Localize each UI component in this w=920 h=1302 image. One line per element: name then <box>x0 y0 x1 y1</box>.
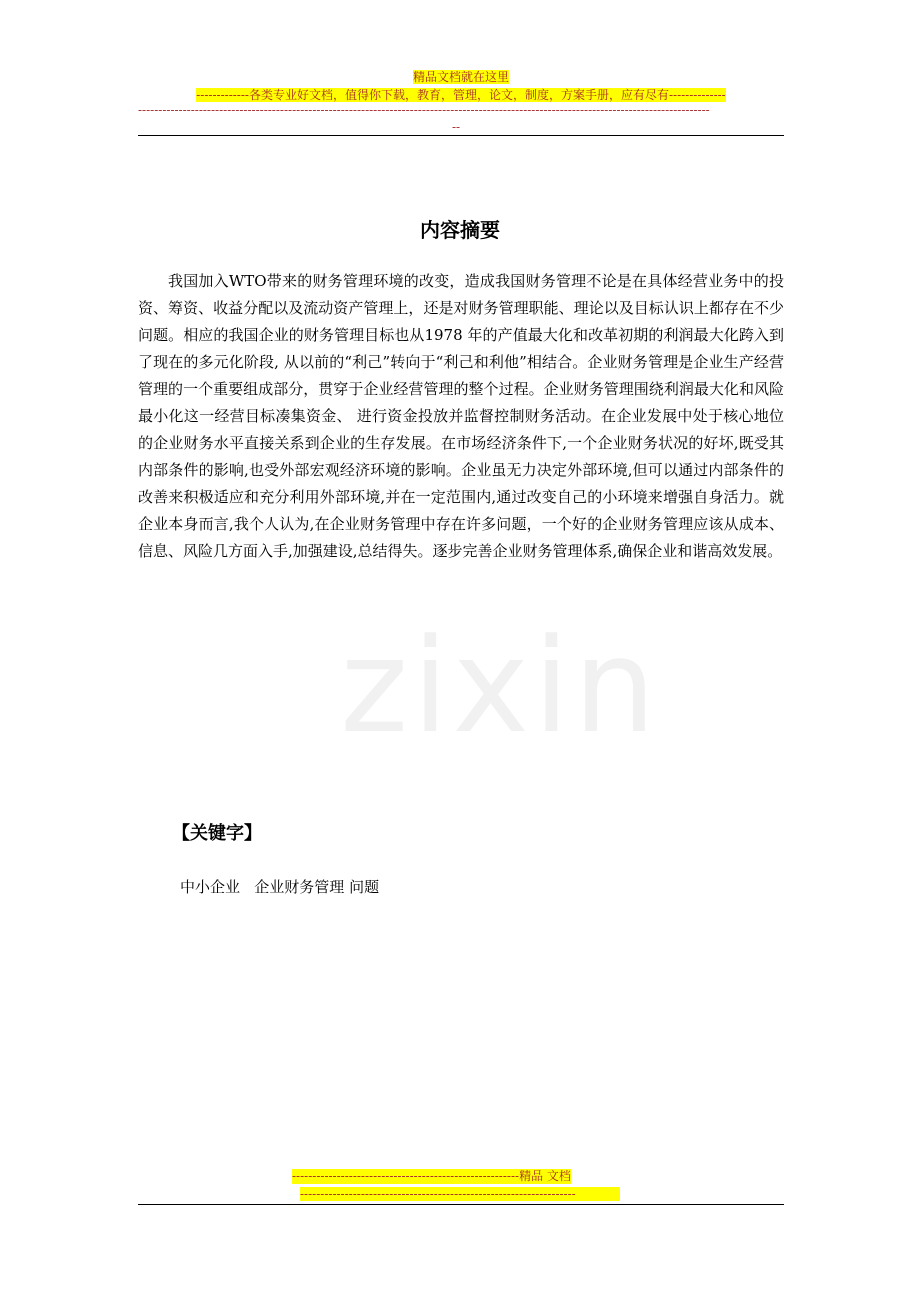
footer-line: --------------------------------------------------------精品 文档 <box>292 1169 571 1183</box>
header-second-line <box>138 84 784 103</box>
header-dash-tail: -- <box>452 120 461 134</box>
page-title: 内容摘要 <box>420 218 500 242</box>
watermark: zixin <box>340 610 660 762</box>
header-divider <box>138 135 784 136</box>
footer-dash-line: -------------------------------------------------------------------- <box>300 1187 620 1201</box>
header-banner: -------------各类专业好文档，值得你下载，教育，管理，论文，制度，方案手册，应有尽有-------------- <box>196 88 726 102</box>
abstract-paragraph: 我国加入WTO带来的财务管理环境的改变，造成我国财务管理不论是在具体经营业务中的投资、筹资、收益分配以及流动资产管理上，还是对财务管理职能、理论以及目标认识上都存在不少问题。相应的我国企业的财务管理目标也从1978 年的产值最大化和改革初期的利润最大化跨入到了现在的多元化阶段, 从以前的“利己”转向于“利己和利他”相结合。企业财务管理是企业生产经营管理的一个重要组成部分，贯穿于企业经营管理的整个过程。企业财务管理围绕利润最大化和风险最小化这一经营目标凑集资金、 进行资金投放并监督控制财务活动。在企业发展中处于核心地位的企业财务水平直接关系到企业的生存发展。在市场经济条件下,一个企业财务状况的好坏,既受其内部条件的影响,也受外部宏观经济环境的影响。企业虽无力决定外部环境,但可以通过内部条件的改善来积极适应和充分利用外部环境,并在一定范围内,通过改变自己的小环境来增强自身活力。就企业本身而言,我个人认为,在企业财务管理中存在许多问题，一个好的企业财务管理应该从成本、信息、风险几方面入手,加强建设,总结得失。逐步完善企业财务管理体系,确保企业和谐高效发展。 <box>138 272 784 560</box>
keywords-list: 中小企业 企业财务管理 问题 <box>180 878 380 896</box>
header-tagline: 精品文档就在这里 <box>412 70 509 84</box>
header-top-line <box>138 66 784 85</box>
keywords-heading: 【关键字】 <box>172 823 262 844</box>
header-dash-line: --------------------------------------------------------------------------------------------------------------------------------------------- <box>138 103 710 117</box>
footer-divider <box>138 1204 784 1205</box>
abstract-body <box>138 268 784 565</box>
